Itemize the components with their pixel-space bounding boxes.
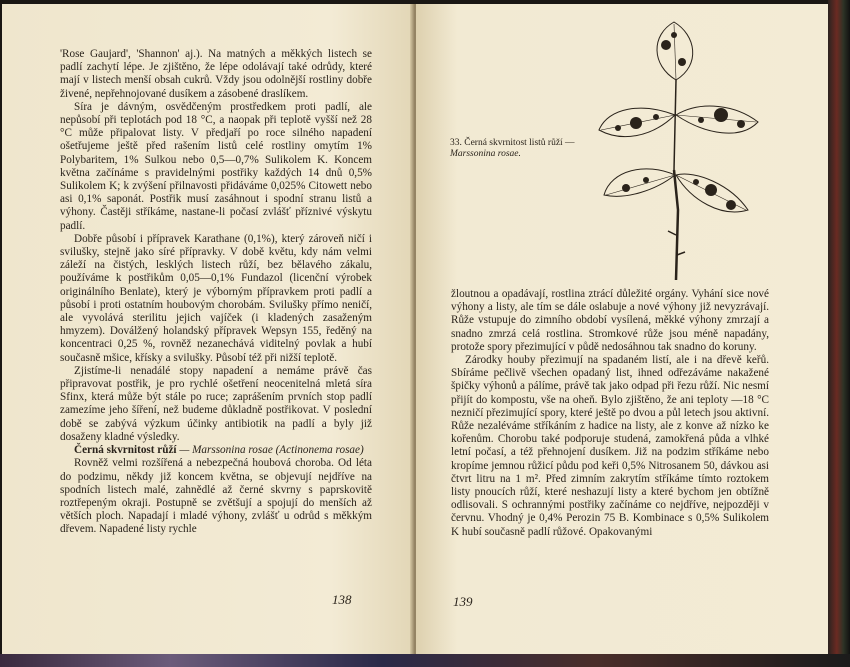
caption-label: 33. Černá skvrnitost listů růží —	[450, 138, 575, 148]
heading-title: Černá skvrnitost růží	[74, 444, 177, 457]
background-strip	[0, 654, 850, 667]
paragraph: žloutnou a opadávají, rostlina ztrácí důležité orgány. Vyhání sice nové výhony a listy, ale tím se dále oslabuje a nové výhony již nevyzrávají. Růže vstupuje do zimního období vysílená, měkké výhony zmrzají a snadno zmrzá celá rostlina. Stromkové růže jsou méně napadány, protože spory přezimující v půdě nedosáhnou tak snadno do koruny.	[451, 288, 769, 353]
page-number: 138	[332, 592, 352, 607]
paragraph: Zjistíme-li nenadálé stopy napadení a nemáme právě čas připravovat postřik, je pro rychlé ošetření neocenitelná mletá síra Sfinx, která může být stále po ruce; zaprášením prvních stop padlí zamezíme jeho šíření, než budeme důkladně postřikovat. V poslední době se zabývá výzkum účinky antibiotik na padlí a byly již dosaženy kladné výsledky.	[60, 364, 372, 443]
heading-latin-name: — Marssonina rosae (Actinonema rosae)	[176, 444, 364, 457]
open-book	[2, 4, 830, 654]
paragraph: Zárodky houby přezimují na spadaném listí, ale i na dřevě keřů. Sbíráme pečlivě všechen opadaný list, ihned odřezáváme nakažené špičky výhonů a pálíme, právě tak jako odpad při řezu růží. Nic nesmí přijít do kompostu, vše na oheň. Bylo zjištěno, že ani teploty —18 °C nezničí přezimující spory, které ještě po dvou a půl letech jsou aktivní. Růže nezaléváme stříkáním z hadice na listy, ale z konve až nízko ke kořenům. Chorobu také podporuje studená, zamokřená půda a vlhké letní počasí, a též přehnojení dusíkem. Již na podzim stříkáme nebo kropíme jemnou růžicí půdu pod keři 0,5% Nitrosanem 50, dávkou asi čtvrt litru na 1 m². Před zimním zakrytím stříkáme tímto roztokem listy pnoucích růží, které neshazují listy a které bychom jen obtížně odlisovali. S ochrannými postřiky začínáme co nejdříve, nejpozději v červnu. Vhodný je 0,4% Perozin 75 B. Kombinace s 0,5% Sulikolem K hubí současně padlí růžové. Opakovanými	[451, 354, 769, 538]
caption-species: Marssonina rosae.	[450, 149, 521, 159]
section-heading	[60, 444, 372, 457]
paragraph: Dobře působí i přípravek Karathane (0,1%), který zároveň ničí i svilušky, stejně jako síré přípravky. V době květu, kdy nám velmi záleží na čistých, lesklých listech růží, bez bělavého zákalu, používáme k postřikům 0,05—0,1% Fundazol (licenční výrobek originálního Benlate), který je výborným přípravkem proti padlí a působí i proti ostatním houbovým chorobám. Svilušky přímo neničí, ale vyvolává sterilitu jejich vajíček (i kladených zasaženým hmyzem). Doválžený holandský přípravek Wepsyn 155, ředěný na koncentraci 0,25 %, rovněž nezanechává viditelný povlak a hubí současně mšice, křísky a svilušky. Působí též při nižší teplotě.	[60, 232, 372, 364]
right-page-text	[451, 288, 769, 539]
figure-caption	[450, 138, 600, 160]
page-number: 139	[453, 594, 473, 609]
paragraph: 'Rose Gaujard', 'Shannon' aj.). Na matných a měkkých listech se padlí zachytí lépe. Je zjištěno, že lépe odolávají také odrůdy, které mají v listech menší obsah cukrů. Vždy jsou odolnější rostliny dobře živené, nepřehnojované dusíkem a zásobené draslíkem.	[60, 48, 372, 100]
rose-leaf-illustration	[596, 20, 771, 280]
book-edge	[828, 0, 850, 660]
right-page	[416, 4, 830, 654]
left-page	[2, 4, 414, 654]
paragraph: Síra je dávným, osvědčeným prostředkem proti padlí, ale nepůsobí při teplotách pod 18 °C, a naopak při teplotě vyšší než 28 °C může připalovat listy. V předjaří po roce silného napadení ošetřujeme ještě před rašením listů celé rostliny omytím 1% Polybaritem, 1% Sulkou nebo 0,5—0,7% Sulikolem K. Koncem května začínáme s pravidelnými postřiky každých 14 dnů 0,5% Sulikolem K; k zvýšení přilnavosti přidáváme 0,025% Citowett nebo asi 0,1% saponát. Postřik musí zasáhnout i spodní stranu listů a výhony. Častěji stříkáme, nastane-li počasí zvlášť příznivé výskytu padlí.	[60, 100, 372, 232]
left-page-text	[60, 48, 372, 537]
paragraph: Rovněž velmi rozšířená a nebezpečná houbová choroba. Od léta do podzimu, někdy již koncem května, se objevují nejdříve na spodních listech malé, zahnědlé až černé skvrny s paprskovitě roztřepeným okraji. Postupně se zvětšují a spojují do menších až větších ploch. Napadají i mladé výhony, zvlášť u odrůd s měkkým dřevem. Napadené listy rychle	[60, 457, 372, 536]
